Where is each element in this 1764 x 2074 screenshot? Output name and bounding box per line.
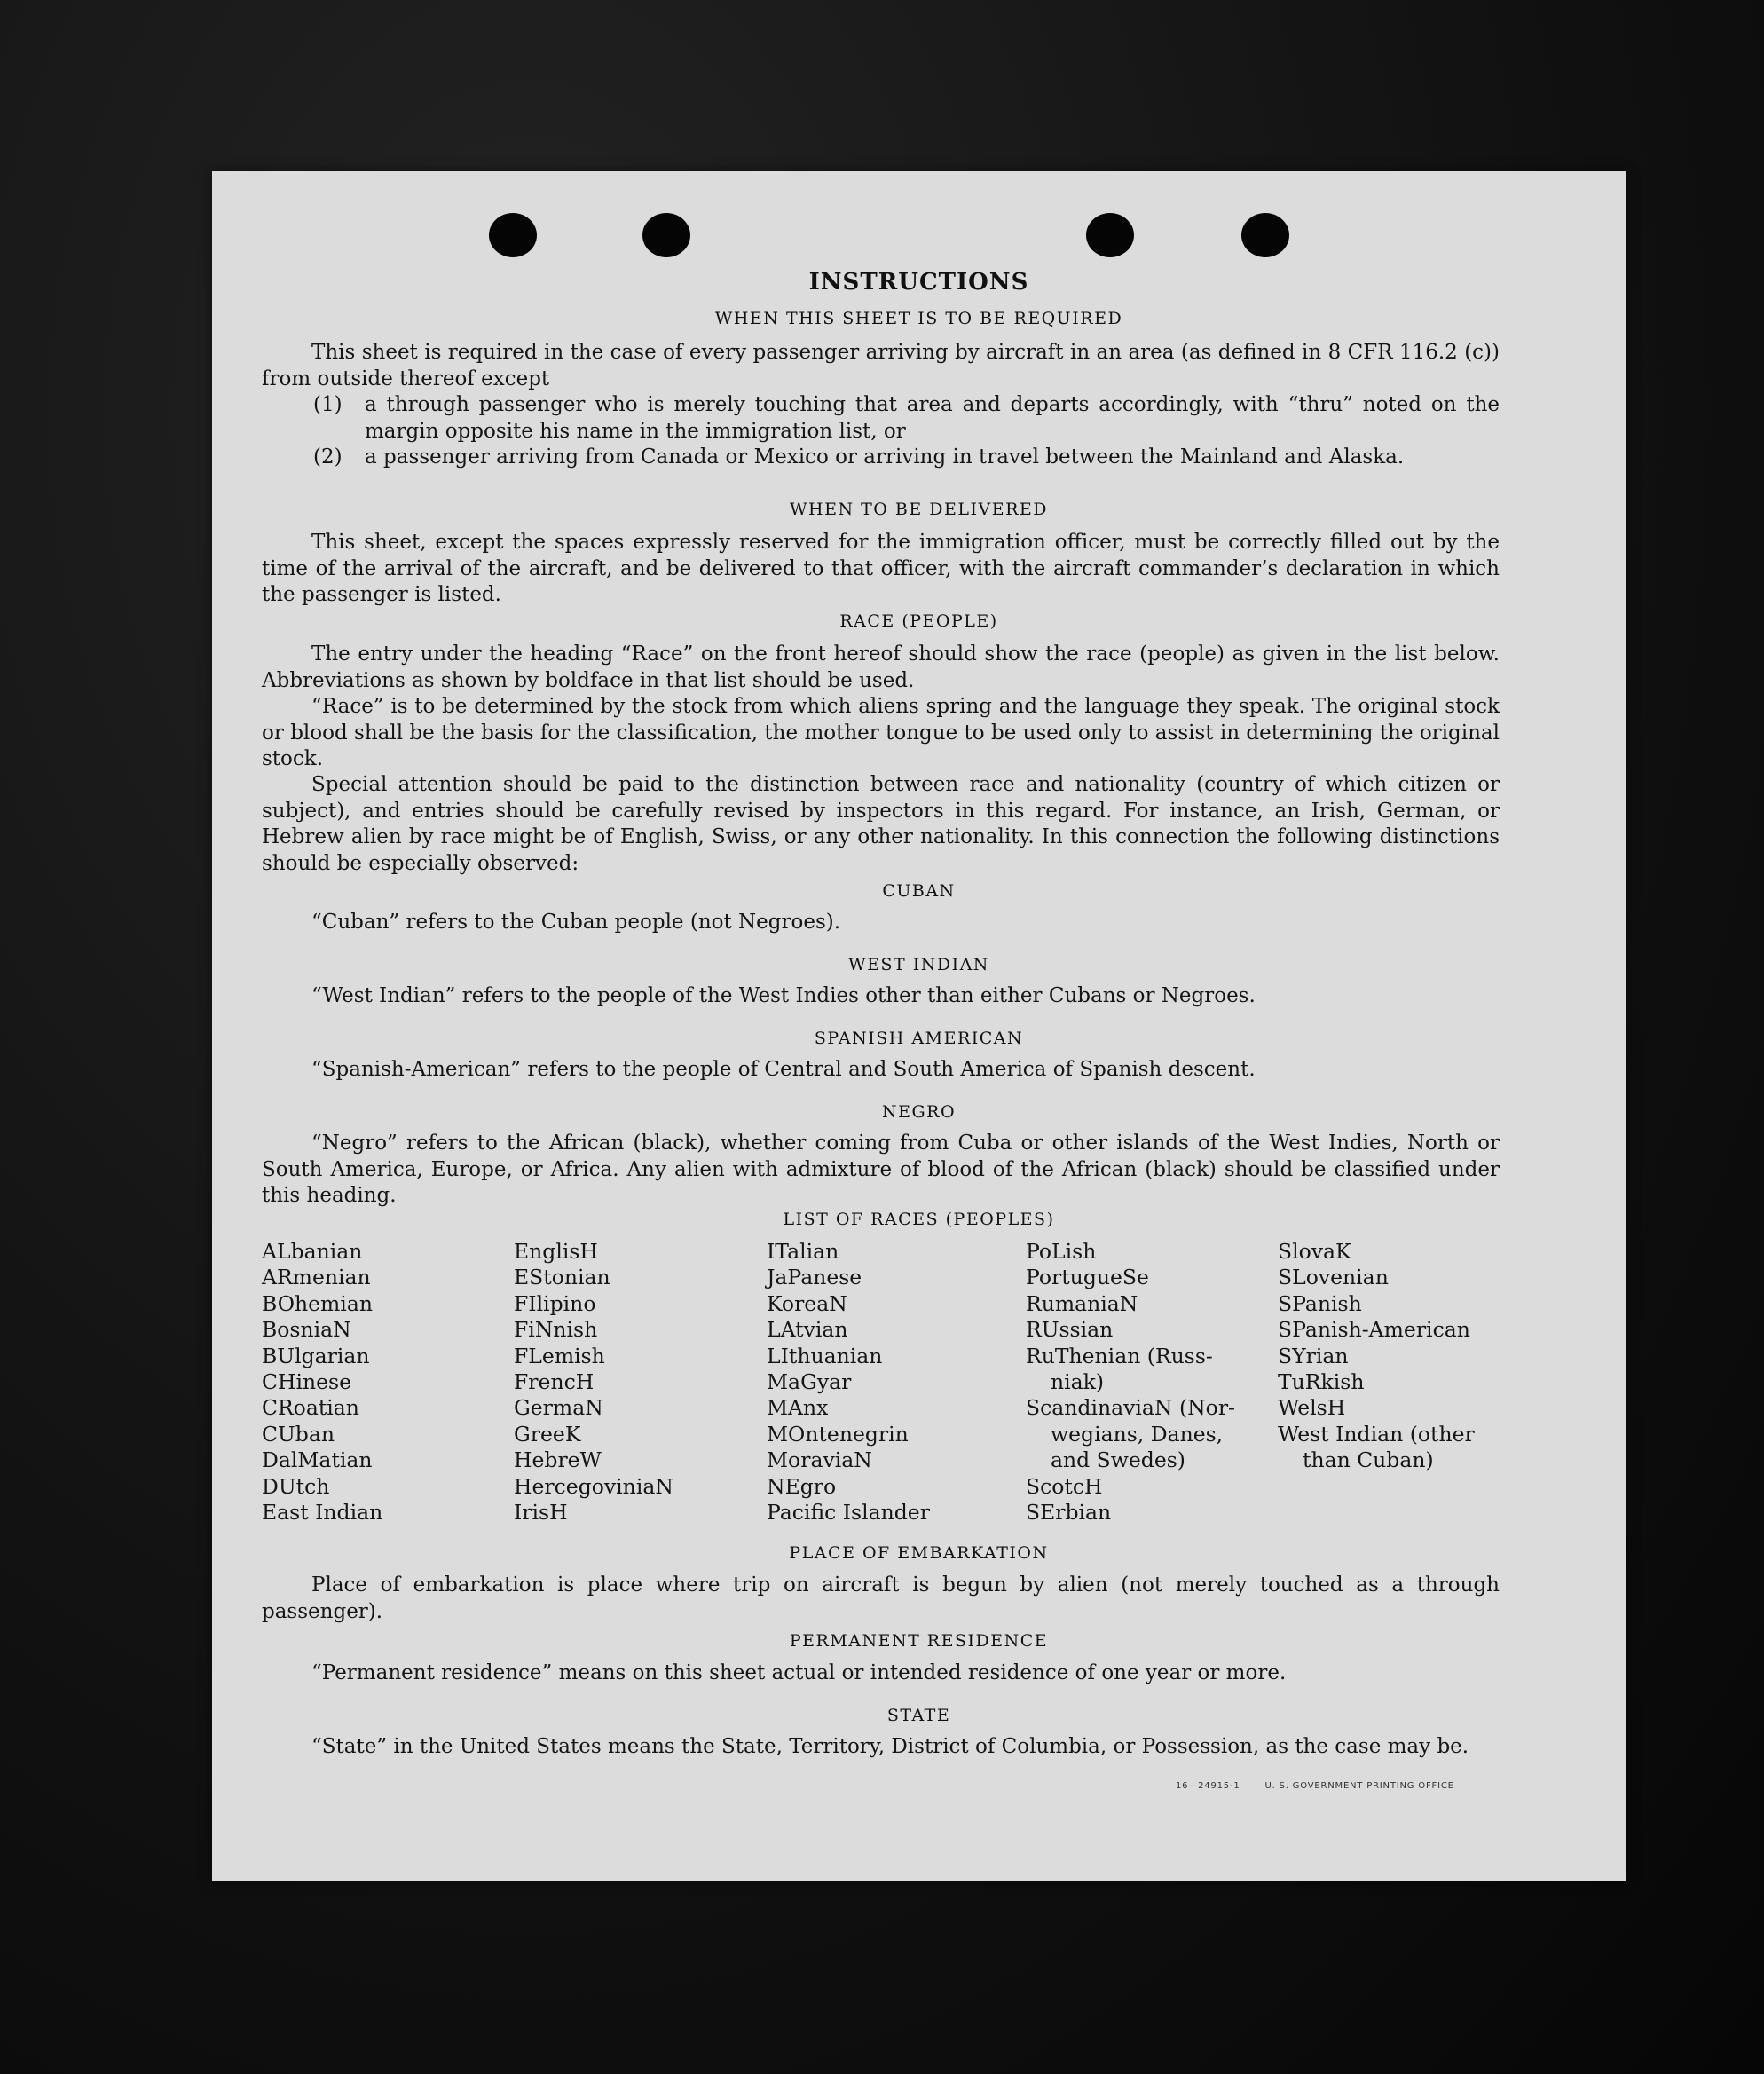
exception-item xyxy=(313,445,1500,471)
race-list-column xyxy=(1278,1239,1475,1474)
exception-item xyxy=(313,392,1500,445)
section-heading-list: LIST OF RACES (PEOPLES) xyxy=(783,1210,1055,1229)
race-list-column xyxy=(514,1239,673,1526)
residence-text: “Permanent residence” means on this sheet actual or intended residence of one year or more. xyxy=(311,1661,1287,1684)
race-list-item: EStonian xyxy=(514,1265,610,1290)
race-list-item: WelsH xyxy=(1278,1395,1346,1421)
page-title: INSTRUCTIONS xyxy=(808,269,1029,296)
race-list-item: SPanish-American xyxy=(1278,1317,1470,1343)
cuban-text: “Cuban” refers to the Cuban people (not Negroes). xyxy=(311,911,841,934)
required-intro: This sheet is required in the case of every passenger arriving by aircraft in an area (as defined in 8 CFR 116.2 (c)) from outside thereof except xyxy=(262,341,1500,390)
exception-number: (2) xyxy=(313,446,343,469)
exception-text: a through passenger who is merely touching that area and departs accordingly, with “thru” noted on the margin opposite his name in the immigration list, or xyxy=(365,393,1500,443)
race-list-item: West Indian (other xyxy=(1278,1421,1475,1447)
race-list-item: FLemish xyxy=(514,1343,605,1368)
race-list-item: MaGyar xyxy=(767,1369,852,1395)
punch-hole xyxy=(642,213,690,257)
race-list-item: RUssian xyxy=(1026,1317,1114,1343)
race-list-item: SErbian xyxy=(1026,1500,1112,1526)
race-list-item: RuThenian (Russ- xyxy=(1026,1343,1213,1368)
section-heading-state: STATE xyxy=(886,1706,951,1725)
race-list-item: PortugueSe xyxy=(1026,1265,1149,1290)
section-heading-delivered: WHEN TO BE DELIVERED xyxy=(789,500,1049,519)
section-heading-cuban: CUBAN xyxy=(882,881,956,901)
race-list-item: LIthuanian xyxy=(767,1343,883,1368)
race-list-item: GreeK xyxy=(514,1421,581,1447)
race-list-item: NEgro xyxy=(767,1473,837,1499)
delivered-text: This sheet, except the spaces expressly reserved for the immigration officer, must be correctly filled out by the time of the arrival of the aircraft, and be delivered to that officer, with the aircraft commander’s declaration in which the passenger is listed. xyxy=(262,531,1500,606)
race-list-item: SPanish xyxy=(1278,1290,1362,1316)
section-heading-embarkation: PLACE OF EMBARKATION xyxy=(789,1543,1049,1563)
race-list-item: niak) xyxy=(1051,1369,1105,1395)
race-list-item: FIlipino xyxy=(514,1290,596,1316)
race-list-item: MOntenegrin xyxy=(767,1421,909,1447)
race-paragraph-3: Special attention should be paid to the distinction between race and nationality (country of which citizen or subject), and entries should be carefully revised by inspectors in this regard. For instance, an Irish, German, or Hebrew alien by race might be of English, Swiss, or any other nationality. In this connection the following distinctions should be especially observed: xyxy=(262,773,1500,875)
printer-imprint xyxy=(1176,1781,1476,1791)
punch-hole xyxy=(1086,213,1134,257)
race-list-item: SYrian xyxy=(1278,1343,1349,1368)
race-list-item: CHinese xyxy=(262,1369,351,1395)
section-heading-west-indian: WEST INDIAN xyxy=(848,955,989,974)
state-text: “State” in the United States means the State, Territory, District of Columbia, or Possession, as the case may be. xyxy=(311,1735,1469,1758)
section-heading-negro: NEGRO xyxy=(881,1102,957,1122)
race-list-item: LAtvian xyxy=(767,1317,848,1343)
race-list-item: CUban xyxy=(262,1421,335,1447)
race-list-item: East Indian xyxy=(262,1500,383,1526)
embarkation-text: Place of embarkation is place where trip on aircraft is begun by alien (not merely touched as a through passenger). xyxy=(262,1573,1500,1623)
race-list-item: MAnx xyxy=(767,1395,829,1421)
race-list-item: TuRkish xyxy=(1278,1369,1365,1395)
exception-number: (1) xyxy=(313,393,343,416)
race-list-item: EnglisH xyxy=(514,1239,598,1264)
race-list-item: and Swedes) xyxy=(1051,1447,1185,1473)
race-list-item: CRoatian xyxy=(262,1395,359,1421)
race-list-item: PoLish xyxy=(1026,1239,1097,1264)
race-list-column xyxy=(1026,1239,1235,1526)
race-list-column xyxy=(767,1239,930,1526)
race-list-item: SLovenian xyxy=(1278,1265,1389,1290)
race-list-item: ALbanian xyxy=(262,1239,363,1264)
race-list-item: JaPanese xyxy=(767,1265,862,1290)
race-list-item: than Cuban) xyxy=(1303,1447,1434,1473)
race-list-item: IrisH xyxy=(514,1500,568,1526)
race-list-item: MoraviaN xyxy=(767,1447,872,1473)
race-list-item: DalMatian xyxy=(262,1447,373,1473)
race-list-item: ScandinaviaN (Nor- xyxy=(1026,1395,1235,1421)
printer-name: U. S. GOVERNMENT PRINTING OFFICE xyxy=(1264,1781,1454,1791)
exception-text: a passenger arriving from Canada or Mexico or arriving in travel between the Mainland and Alaska. xyxy=(365,446,1405,469)
spanish-american-text: “Spanish-American” refers to the people of Central and South America of Spanish descent. xyxy=(311,1058,1256,1081)
race-paragraph-1: The entry under the heading “Race” on the front hereof should show the race (people) as given in the list below. Abbreviations as shown by boldface in that list should be used. xyxy=(262,643,1500,692)
race-list-item: FrencH xyxy=(514,1369,595,1395)
race-list-item: SlovaK xyxy=(1278,1239,1351,1264)
punch-hole xyxy=(489,213,537,257)
race-list-column xyxy=(262,1239,382,1526)
race-list-item: FiNnish xyxy=(514,1317,598,1343)
section-heading-residence: PERMANENT RESIDENCE xyxy=(789,1631,1049,1651)
race-list-item: BosniaN xyxy=(262,1317,351,1343)
instruction-sheet xyxy=(212,171,1626,1881)
section-heading-race: RACE (PEOPLE) xyxy=(839,611,998,631)
race-list-item: BUlgarian xyxy=(262,1343,370,1368)
form-number: 16—24915-1 xyxy=(1176,1781,1240,1791)
negro-text: “Negro” refers to the African (black), whether coming from Cuba or other islands of the West Indies, North or South America, Europe, or Africa. Any alien with admixture of blood of the African (black) should be classified under this heading. xyxy=(262,1132,1500,1207)
punch-hole xyxy=(1241,213,1289,257)
west-indian-text: “West Indian” refers to the people of the West Indies other than either Cubans or Negroes. xyxy=(311,984,1256,1007)
race-list-item: ITalian xyxy=(767,1239,839,1264)
race-list-item: DUtch xyxy=(262,1473,330,1499)
race-paragraph-2: “Race” is to be determined by the stock from which aliens spring and the language they speak. The original stock or blood shall be the basis for the classification, the mother tongue to be used only to assist in determining the original stock. xyxy=(262,695,1500,770)
race-list-item: RumaniaN xyxy=(1026,1290,1138,1316)
race-list-item: BOhemian xyxy=(262,1290,373,1316)
race-list-item: Pacific Islander xyxy=(767,1500,930,1526)
section-heading-required: WHEN THIS SHEET IS TO BE REQUIRED xyxy=(714,309,1123,328)
race-list-item: GermaN xyxy=(514,1395,603,1421)
race-list-item: KoreaN xyxy=(767,1290,847,1316)
section-heading-spanish-american: SPANISH AMERICAN xyxy=(814,1029,1024,1048)
race-list-item: HercegoviniaN xyxy=(514,1473,673,1499)
race-list-item: HebreW xyxy=(514,1447,602,1473)
race-list-item: ScotcH xyxy=(1026,1473,1103,1499)
race-list-item: wegians, Danes, xyxy=(1051,1421,1224,1447)
race-list-item: ARmenian xyxy=(262,1265,371,1290)
